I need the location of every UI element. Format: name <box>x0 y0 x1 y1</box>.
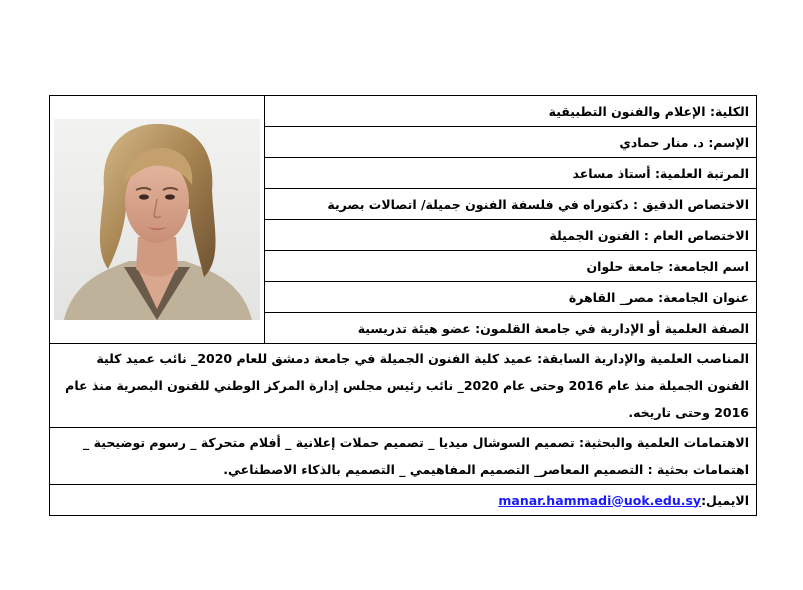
row-email <box>50 485 757 516</box>
current-position-cell <box>265 313 757 344</box>
name-cell <box>265 127 757 158</box>
photo-cell <box>50 96 265 344</box>
specialization-general-value: الفنون الجميلة <box>549 227 640 243</box>
rank-cell <box>265 158 757 189</box>
rank-value: أستاذ مساعد <box>572 165 651 181</box>
university-address-cell <box>265 282 757 313</box>
rank-label: المرتبة العلمية: <box>654 165 749 181</box>
university-address-value: مصر_ القاهرة <box>568 289 654 305</box>
interests-cell <box>50 428 757 485</box>
email-label: الايميل: <box>701 492 749 508</box>
university-value: جامعة حلوان <box>586 258 664 274</box>
specialization-general-label: الاختصاص العام : <box>643 227 749 243</box>
specialization-precise-cell <box>265 189 757 220</box>
portrait-photo <box>54 119 260 320</box>
interests-label: الاهتمامات العلمية والبحثية: <box>579 435 749 450</box>
name-value: د. منار حمادي <box>619 134 704 150</box>
specialization-precise-value: دكتوراه في فلسفة الفنون جميلة/ اتصالات بصرية <box>327 196 629 212</box>
current-position-label: الصفة العلمية أو الإدارية في جامعة القلمون: <box>475 320 749 336</box>
university-cell <box>265 251 757 282</box>
faculty-cell <box>265 96 757 127</box>
specialization-precise-label: الاختصاص الدقيق : <box>633 196 749 212</box>
row-interests <box>50 428 757 485</box>
row-faculty <box>50 96 757 127</box>
current-position-value: عضو هيئة تدريسية <box>357 320 471 336</box>
previous-positions-value: عميد كلية الفنون الجميلة في جامعة دمشق للعام 2020_ نائب عميد كلية الفنون الجميلة منذ عام 2016 وحتى عام 2020_ نائب رئيس مجلس إدارة المركز الوطني للفنون البصرية منذ عام 2016 وحتى تاريخه. <box>65 351 749 420</box>
university-label: اسم الجامعة: <box>668 258 749 274</box>
university-address-label: عنوان الجامعة: <box>658 289 749 305</box>
previous-positions-label: المناصب العلمية والإدارية السابقة: <box>537 351 749 366</box>
interests-value: تصميم السوشال ميديا _ تصميم حملات إعلانية _ أفلام متحركة _ رسوم توضيحية _ اهتمامات بحثية : التصميم المعاصر_ التصميم المفاهيمي _ التصميم بالذكاء الاصطناعي. <box>83 435 749 477</box>
faculty-value: الإعلام والفنون التطبيقية <box>548 103 706 119</box>
name-label: الإسم: <box>708 134 749 150</box>
faculty-label: الكلية: <box>709 103 749 119</box>
previous-positions-cell <box>50 344 757 428</box>
email-link[interactable]: manar.hammadi@uok.edu.sy <box>498 492 702 508</box>
email-cell <box>50 485 757 516</box>
specialization-general-cell <box>265 220 757 251</box>
cv-table <box>49 95 757 516</box>
row-previous-positions <box>50 344 757 428</box>
